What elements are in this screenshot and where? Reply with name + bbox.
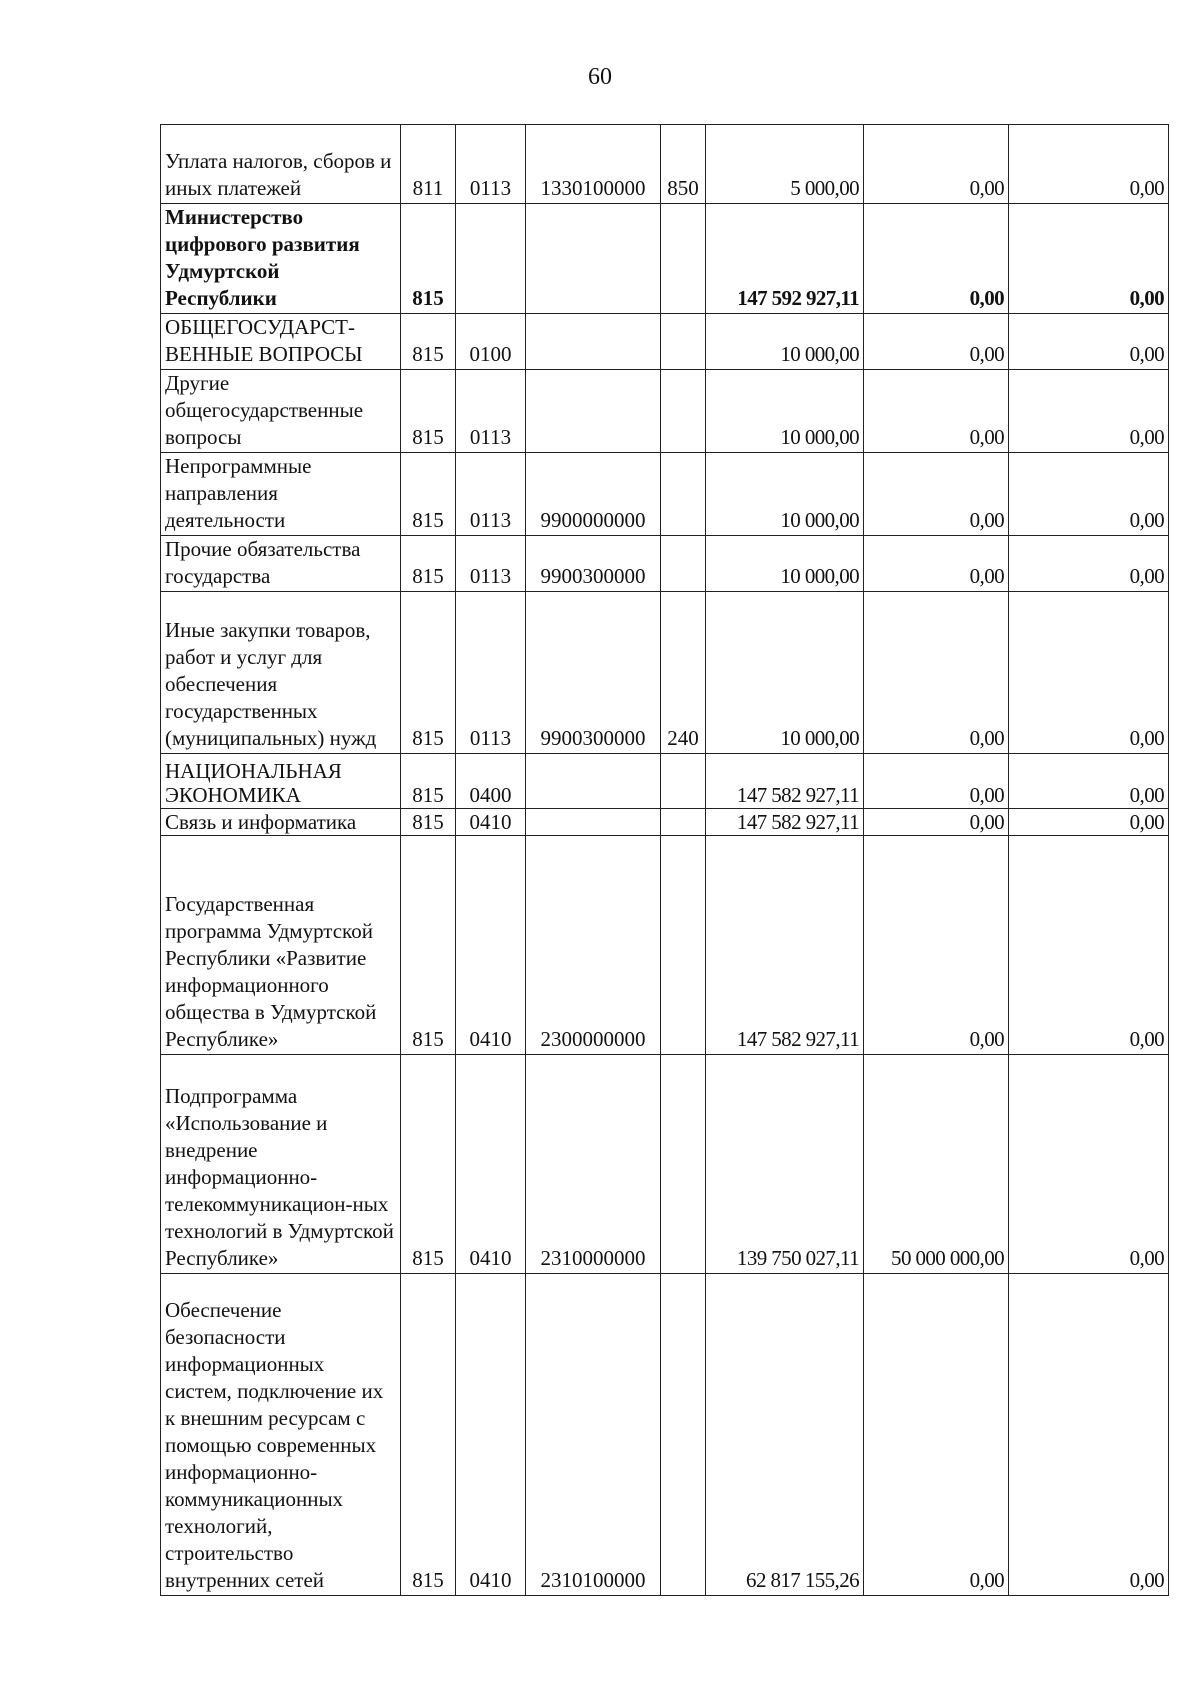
row-razdel: 0113 [456,592,526,754]
row-name: Уплата налогов, сборов и иных платежей [161,125,401,204]
row-name: НАЦИОНАЛЬНАЯ ЭКОНОМИКА [161,754,401,809]
row-csr [526,754,661,809]
table-row [161,1274,1169,1596]
row-sum-2: 50 000 000,00 [864,1055,1009,1274]
row-ved: 815 [401,809,456,836]
row-name: Государственная программа Удмуртской Республики «Развитие информационного общества в Удмуртской Республике» [161,836,401,1055]
row-vr [661,204,706,314]
row-vr [661,370,706,453]
row-vr [661,453,706,536]
row-sum-3: 0,00 [1009,314,1169,370]
row-razdel: 0410 [456,1055,526,1274]
row-sum-1: 10 000,00 [706,314,864,370]
row-ved: 815 [401,204,456,314]
row-ved: 811 [401,125,456,204]
row-sum-1: 10 000,00 [706,370,864,453]
row-razdel: 0410 [456,836,526,1055]
table-row [161,314,1169,370]
row-sum-1: 147 582 927,11 [706,754,864,809]
row-csr [526,370,661,453]
row-razdel: 0113 [456,453,526,536]
row-csr: 1330100000 [526,125,661,204]
row-sum-2: 0,00 [864,754,1009,809]
row-name: Подпрограмма «Использование и внедрение информационно-телекоммуникацион-ных технологий в Удмуртской Республике» [161,1055,401,1274]
table-row [161,204,1169,314]
row-csr: 9900300000 [526,592,661,754]
row-sum-3: 0,00 [1009,1274,1169,1596]
row-name: Иные закупки товаров, работ и услуг для обеспечения государственных (муниципальных) нужд [161,592,401,754]
row-csr: 2310100000 [526,1274,661,1596]
row-vr [661,1055,706,1274]
row-vr [661,809,706,836]
table-row [161,536,1169,592]
row-csr [526,204,661,314]
table-row [161,836,1169,1055]
row-sum-2: 0,00 [864,453,1009,536]
row-sum-2: 0,00 [864,204,1009,314]
row-name: Связь и информатика [161,809,401,836]
row-name: Обеспечение безопасности информационных систем, подключение их к внешним ресурсам с помощью современных информационно-коммуникационных технологий, строительство внутренних сетей [161,1274,401,1596]
row-razdel: 0410 [456,1274,526,1596]
row-sum-1: 62 817 155,26 [706,1274,864,1596]
row-sum-1: 147 582 927,11 [706,809,864,836]
row-name: Прочие обязательства государства [161,536,401,592]
row-csr [526,809,661,836]
row-sum-3: 0,00 [1009,1055,1169,1274]
row-sum-2: 0,00 [864,536,1009,592]
row-sum-3: 0,00 [1009,592,1169,754]
row-razdel: 0113 [456,125,526,204]
budget-table [160,124,1169,1596]
row-sum-3: 0,00 [1009,536,1169,592]
row-sum-2: 0,00 [864,809,1009,836]
page-number: 60 [588,64,612,90]
row-razdel: 0410 [456,809,526,836]
row-vr [661,836,706,1055]
row-sum-1: 5 000,00 [706,125,864,204]
row-csr: 2310000000 [526,1055,661,1274]
row-sum-2: 0,00 [864,592,1009,754]
row-name: Другие общегосударственные вопросы [161,370,401,453]
row-sum-3: 0,00 [1009,125,1169,204]
row-sum-2: 0,00 [864,314,1009,370]
table-row [161,370,1169,453]
row-vr [661,536,706,592]
row-vr [661,754,706,809]
row-razdel [456,204,526,314]
row-name: Непрограммные направления деятельности [161,453,401,536]
row-ved: 815 [401,1274,456,1596]
row-csr: 9900300000 [526,536,661,592]
row-ved: 815 [401,314,456,370]
row-sum-3: 0,00 [1009,453,1169,536]
row-razdel: 0113 [456,536,526,592]
row-name: Министерство цифрового развития Удмуртской Республики [161,204,401,314]
row-sum-1: 10 000,00 [706,536,864,592]
row-vr: 240 [661,592,706,754]
row-ved: 815 [401,453,456,536]
row-vr [661,1274,706,1596]
table-row [161,754,1169,809]
row-sum-2: 0,00 [864,1274,1009,1596]
row-sum-1: 139 750 027,11 [706,1055,864,1274]
row-ved: 815 [401,592,456,754]
table-row [161,125,1169,204]
row-sum-3: 0,00 [1009,836,1169,1055]
row-csr: 2300000000 [526,836,661,1055]
row-sum-3: 0,00 [1009,370,1169,453]
row-csr: 9900000000 [526,453,661,536]
row-vr [661,314,706,370]
table-row [161,453,1169,536]
row-sum-2: 0,00 [864,370,1009,453]
row-razdel: 0400 [456,754,526,809]
row-ved: 815 [401,836,456,1055]
row-csr [526,314,661,370]
row-sum-3: 0,00 [1009,754,1169,809]
row-ved: 815 [401,536,456,592]
row-ved: 815 [401,1055,456,1274]
row-sum-1: 147 582 927,11 [706,836,864,1055]
row-sum-3: 0,00 [1009,204,1169,314]
row-sum-1: 10 000,00 [706,453,864,536]
row-ved: 815 [401,370,456,453]
row-sum-1: 147 592 927,11 [706,204,864,314]
row-razdel: 0113 [456,370,526,453]
row-name: ОБЩЕГОСУДАРСТ-ВЕННЫЕ ВОПРОСЫ [161,314,401,370]
row-sum-2: 0,00 [864,836,1009,1055]
row-vr: 850 [661,125,706,204]
table-row [161,1055,1169,1274]
row-sum-3: 0,00 [1009,809,1169,836]
table-row [161,592,1169,754]
row-ved: 815 [401,754,456,809]
row-sum-2: 0,00 [864,125,1009,204]
table-row [161,809,1169,836]
row-sum-1: 10 000,00 [706,592,864,754]
row-razdel: 0100 [456,314,526,370]
